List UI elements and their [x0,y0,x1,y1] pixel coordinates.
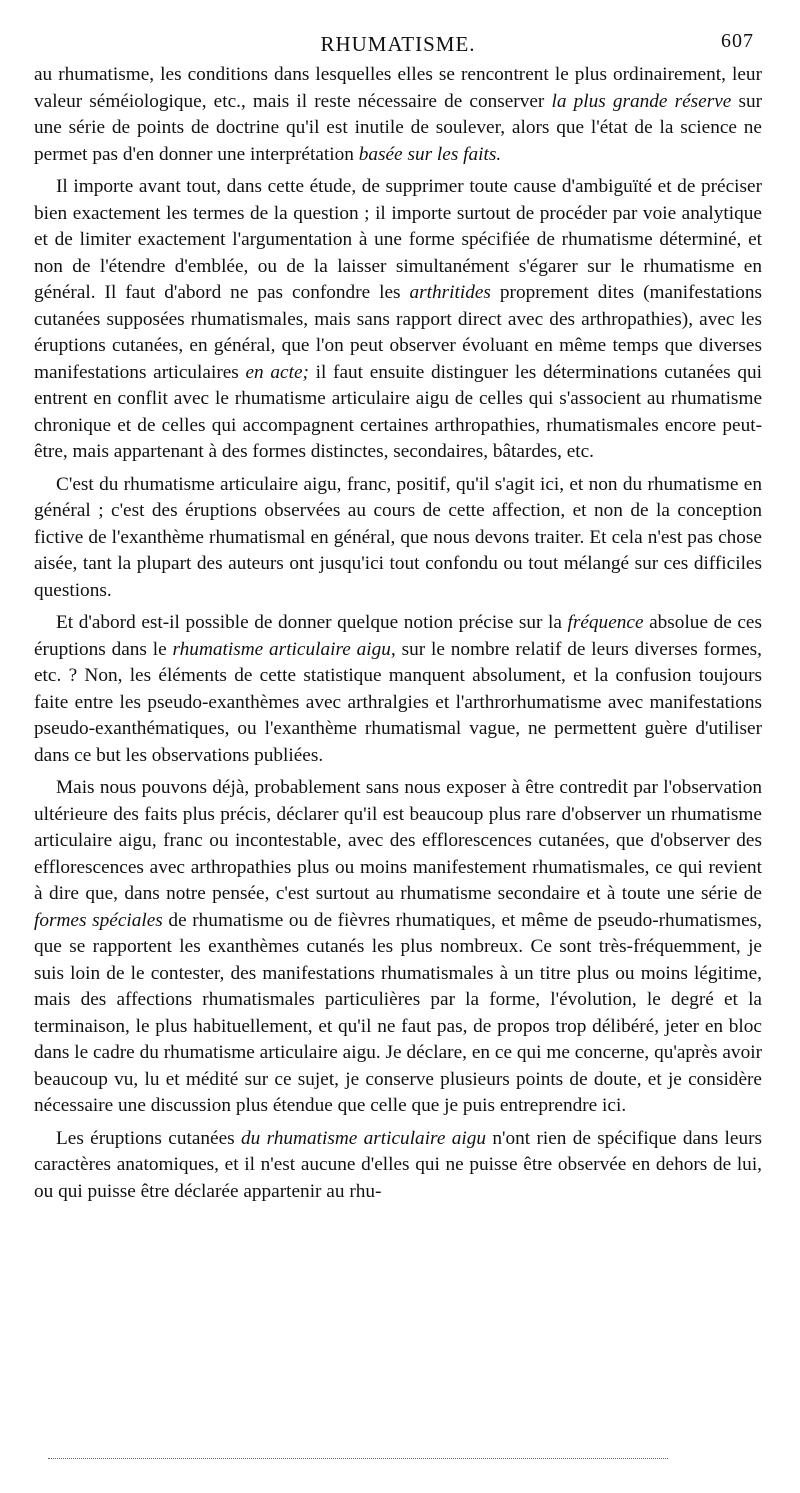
text-segment: Mais nous pouvons déjà, probablement sans nous exposer à être contredit par l'observation ultérieure des faits plus précis, déclarer qu'il est beaucoup plus rare d'observer un rhumatisme articulaire aigu, franc ou incontestable, avec des efflorescences cutanées, que d'observer des efflorescences avec arthropathies plus ou moins manifestement rhumatismales, ce qui revient à dire que, dans notre pensée, c'est surtout au rhumatisme secondaire et à toute une série de [34,777,762,904]
italic-text-segment: rhumatisme articulaire aigu, [172,638,396,660]
text-segment: il faut ensuite distinguer les déterminations cutanées qui entrent en conflit avec le rhumatisme articulaire aigu de celles qui s'associent au rhumatisme chronique et de celles qui accompagnent certaines arthropathies, rhumatismales encore peut-être, mais appartenant à des formes distinctes, secondaires, bâtardes, etc. [34,361,762,462]
paragraph [34,1126,762,1206]
italic-text-segment: la plus grande réserve [551,90,732,112]
text-segment: sur une série de points de doctrine qu'il est inutile de soulever, alors que l'état de la science ne permet pas d'en donner une interprétation [34,90,763,165]
paragraph [34,174,762,466]
page-title: RHUMATISME. [320,32,476,56]
text-segment: de rhumatisme ou de fièvres rhumatiques, et même de pseudo-rhumatismes, que se rapportent les exanthèmes cutanés les plus nombreux. Ce sont très-fréquemment, je suis loin de le contester, des manifestations rhumatismales à un titre plus ou moins légitime, mais des affections rhumatismales particulières par la forme, l'évolution, le degré et la terminaison, le plus habituellement, et qu'il ne faut pas, de propos trop délibéré, jeter en bloc dans le cadre du rhumatisme articulaire aigu. Je déclare, en ce qui me concerne, qu'après avoir beaucoup vu, lu et médité sur ce sujet, je conserve plusieurs points de doute, et je considère nécessaire une discussion plus étendue que celle que je puis entreprendre ici. [34,909,762,1116]
text-segment: Les éruptions cutanées [56,1127,241,1149]
paragraph [34,775,762,1120]
italic-text-segment: en acte; [245,361,309,383]
body-text [34,62,762,1205]
footer-dotted-rule [48,1458,668,1459]
running-header [34,28,762,62]
text-segment: sur le nombre relatif de leurs diverses formes, etc. ? Non, les éléments de cette statistique manquent absolument, et la confusion toujours faite entre les pseudo-exanthèmes avec arthralgies et l'arthrorhumatisme avec manifestations pseudo-exanthématiques, ou l'exanthème rhumatismal vague, ne permettent guère d'utiliser dans ce but les observations publiées. [34,638,762,766]
italic-text-segment: basée sur les faits. [358,143,502,165]
text-segment: au rhumatisme, les conditions dans lesquelles elles se rencontrent le plus ordinairement, leur valeur séméiologique, etc., mais il reste nécessaire de conserver [34,64,762,112]
page-number: 607 [721,30,754,52]
italic-text-segment: formes spéciales [34,909,163,931]
italic-text-segment: fréquence [567,612,644,633]
document-page [34,28,762,1211]
text-segment: absolue de ces éruptions dans le [34,612,762,660]
text-segment: Il importe avant tout, dans cette étude, de supprimer toute cause d'ambiguïté et de préciser bien exactement les termes de la question ; il importe surtout de procéder par voie analytique et de limiter exactement l'argumentation à une forme spécifiée de rhumatisme déterminé, et non de l'étendre d'emblée, ou de la laisser simultanément s'égarer sur le rhumatisme en général. Il faut d'abord ne pas confondre les [34,176,762,303]
paragraph [34,610,762,769]
italic-text-segment: du rhumatisme articulaire aigu [240,1127,487,1149]
text-segment: Et d'abord est-il possible de donner quelque notion précise sur la [56,612,568,633]
text-segment: n'ont rien de spécifique dans leurs caractères anatomiques, et il n'est aucune d'elles qui ne puisse être observée en dehors de lui, ou qui puisse être déclarée appartenir au rhu- [34,1127,763,1202]
text-segment: proprement dites (manifestations cutanées supposées rhumatismales, mais sans rapport direct avec des arthropathies), avec les éruptions cutanées, en général, que l'on peut observer évoluant en même temps que diverses manifestations articulaires [34,282,762,383]
paragraph [34,472,762,605]
italic-text-segment: arthritides [409,282,491,303]
text-segment: C'est du rhumatisme articulaire aigu, franc, positif, qu'il s'agit ici, et non du rhumatisme en général ; c'est des éruptions observées au cours de cette affection, et non de la conception fictive de l'exanthème rhumatismal en général, que nous devons traiter. Et cela n'est pas chose aisée, tant la plupart des auteurs ont jusqu'ici tout confondu ou tout mélangé sur ces difficiles questions. [34,473,762,601]
paragraph [34,62,762,168]
